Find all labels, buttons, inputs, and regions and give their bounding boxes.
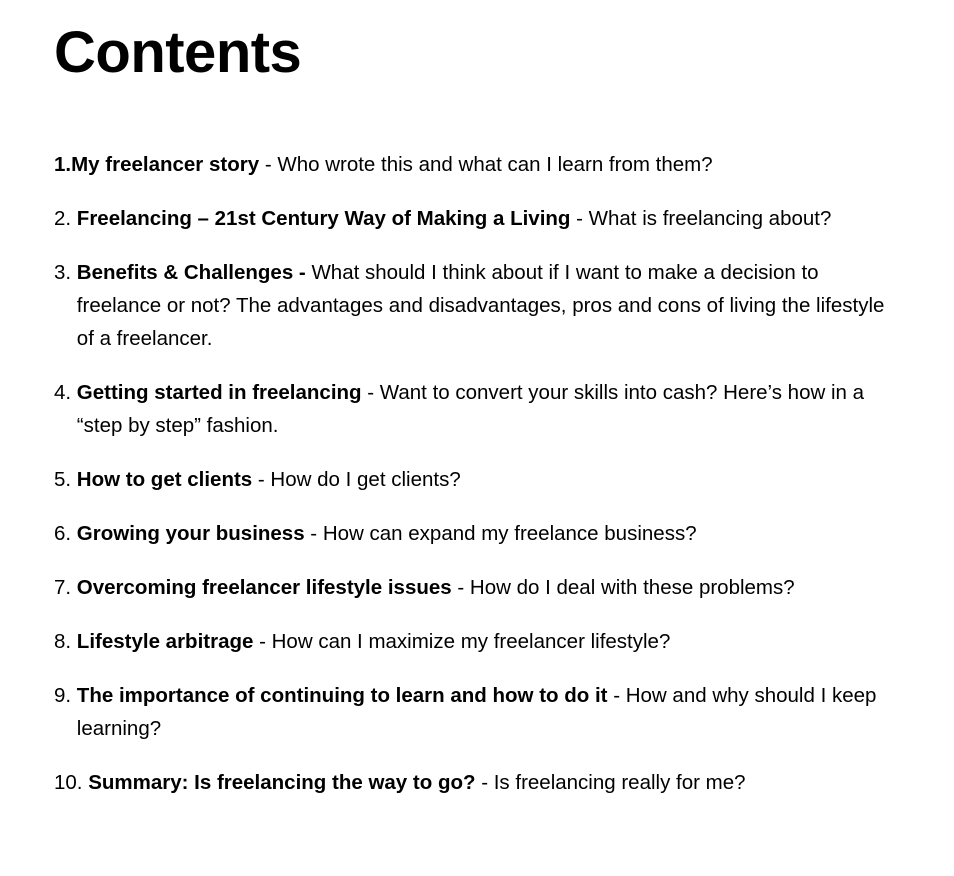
- toc-number: 8.: [54, 630, 77, 653]
- toc-title: My freelancer story: [71, 153, 260, 176]
- toc-entry: [77, 256, 894, 355]
- toc-item-2: [54, 202, 894, 235]
- table-of-contents: [54, 148, 894, 820]
- toc-item-7: [54, 571, 894, 604]
- toc-description: - How and why should I keep learning?: [76, 684, 877, 740]
- toc-description: - How can expand my freelance business?: [304, 522, 697, 545]
- toc-item-10: [54, 766, 894, 799]
- toc-title: Lifestyle arbitrage: [76, 630, 254, 653]
- toc-number: 3.: [54, 261, 77, 284]
- toc-title: Overcoming freelancer lifestyle issues: [76, 576, 452, 599]
- toc-number: 2.: [54, 207, 77, 230]
- toc-title: The importance of continuing to learn and how to do it: [76, 684, 608, 707]
- toc-entry: [88, 766, 894, 799]
- toc-entry: [77, 571, 894, 604]
- toc-description: - How do I get clients?: [252, 468, 461, 491]
- toc-description: - Is freelancing really for me?: [475, 771, 746, 794]
- toc-entry: [77, 679, 894, 745]
- toc-title: Growing your business: [76, 522, 305, 545]
- toc-description: - How can I maximize my freelancer lifestyle?: [253, 630, 671, 653]
- toc-item-8: [54, 625, 894, 658]
- toc-entry: [77, 463, 894, 496]
- toc-item-5: [54, 463, 894, 496]
- toc-number: 5.: [54, 468, 77, 491]
- toc-title: Summary: Is freelancing the way to go?: [88, 771, 476, 794]
- toc-entry: [71, 148, 894, 181]
- toc-title: How to get clients: [76, 468, 253, 491]
- toc-description: - What is freelancing about?: [570, 207, 832, 230]
- contents-page: [54, 0, 914, 794]
- toc-description: - Who wrote this and what can I learn from them?: [259, 153, 713, 176]
- toc-title: Getting started in freelancing: [76, 381, 362, 404]
- toc-number: 10.: [54, 771, 89, 794]
- toc-description: - How do I deal with these problems?: [451, 576, 795, 599]
- toc-number: 7.: [54, 576, 77, 599]
- toc-number: 6.: [54, 522, 77, 545]
- toc-item-9: [54, 679, 894, 745]
- toc-entry: [77, 202, 894, 235]
- toc-number: 4.: [54, 381, 77, 404]
- toc-item-1: [54, 148, 894, 181]
- toc-entry: [77, 517, 894, 550]
- toc-item-4: [54, 376, 894, 442]
- toc-title: Benefits & Challenges -: [76, 261, 306, 284]
- toc-item-6: [54, 517, 894, 550]
- toc-item-3: [54, 256, 894, 355]
- toc-description: - Want to convert your skills into cash? Here’s how in a “step by step” fashion.: [76, 381, 865, 437]
- toc-entry: [77, 625, 894, 658]
- toc-title: Freelancing – 21st Century Way of Making a Living: [76, 207, 571, 230]
- toc-description: What should I think about if I want to make a decision to freelance or not? The advantages and disadvantages, pros and cons of living the lifestyle of a freelancer.: [76, 261, 885, 350]
- toc-number: 9.: [54, 684, 77, 707]
- page-title: Contents: [54, 20, 302, 85]
- toc-number: 1.: [54, 153, 72, 176]
- toc-entry: [77, 376, 894, 442]
